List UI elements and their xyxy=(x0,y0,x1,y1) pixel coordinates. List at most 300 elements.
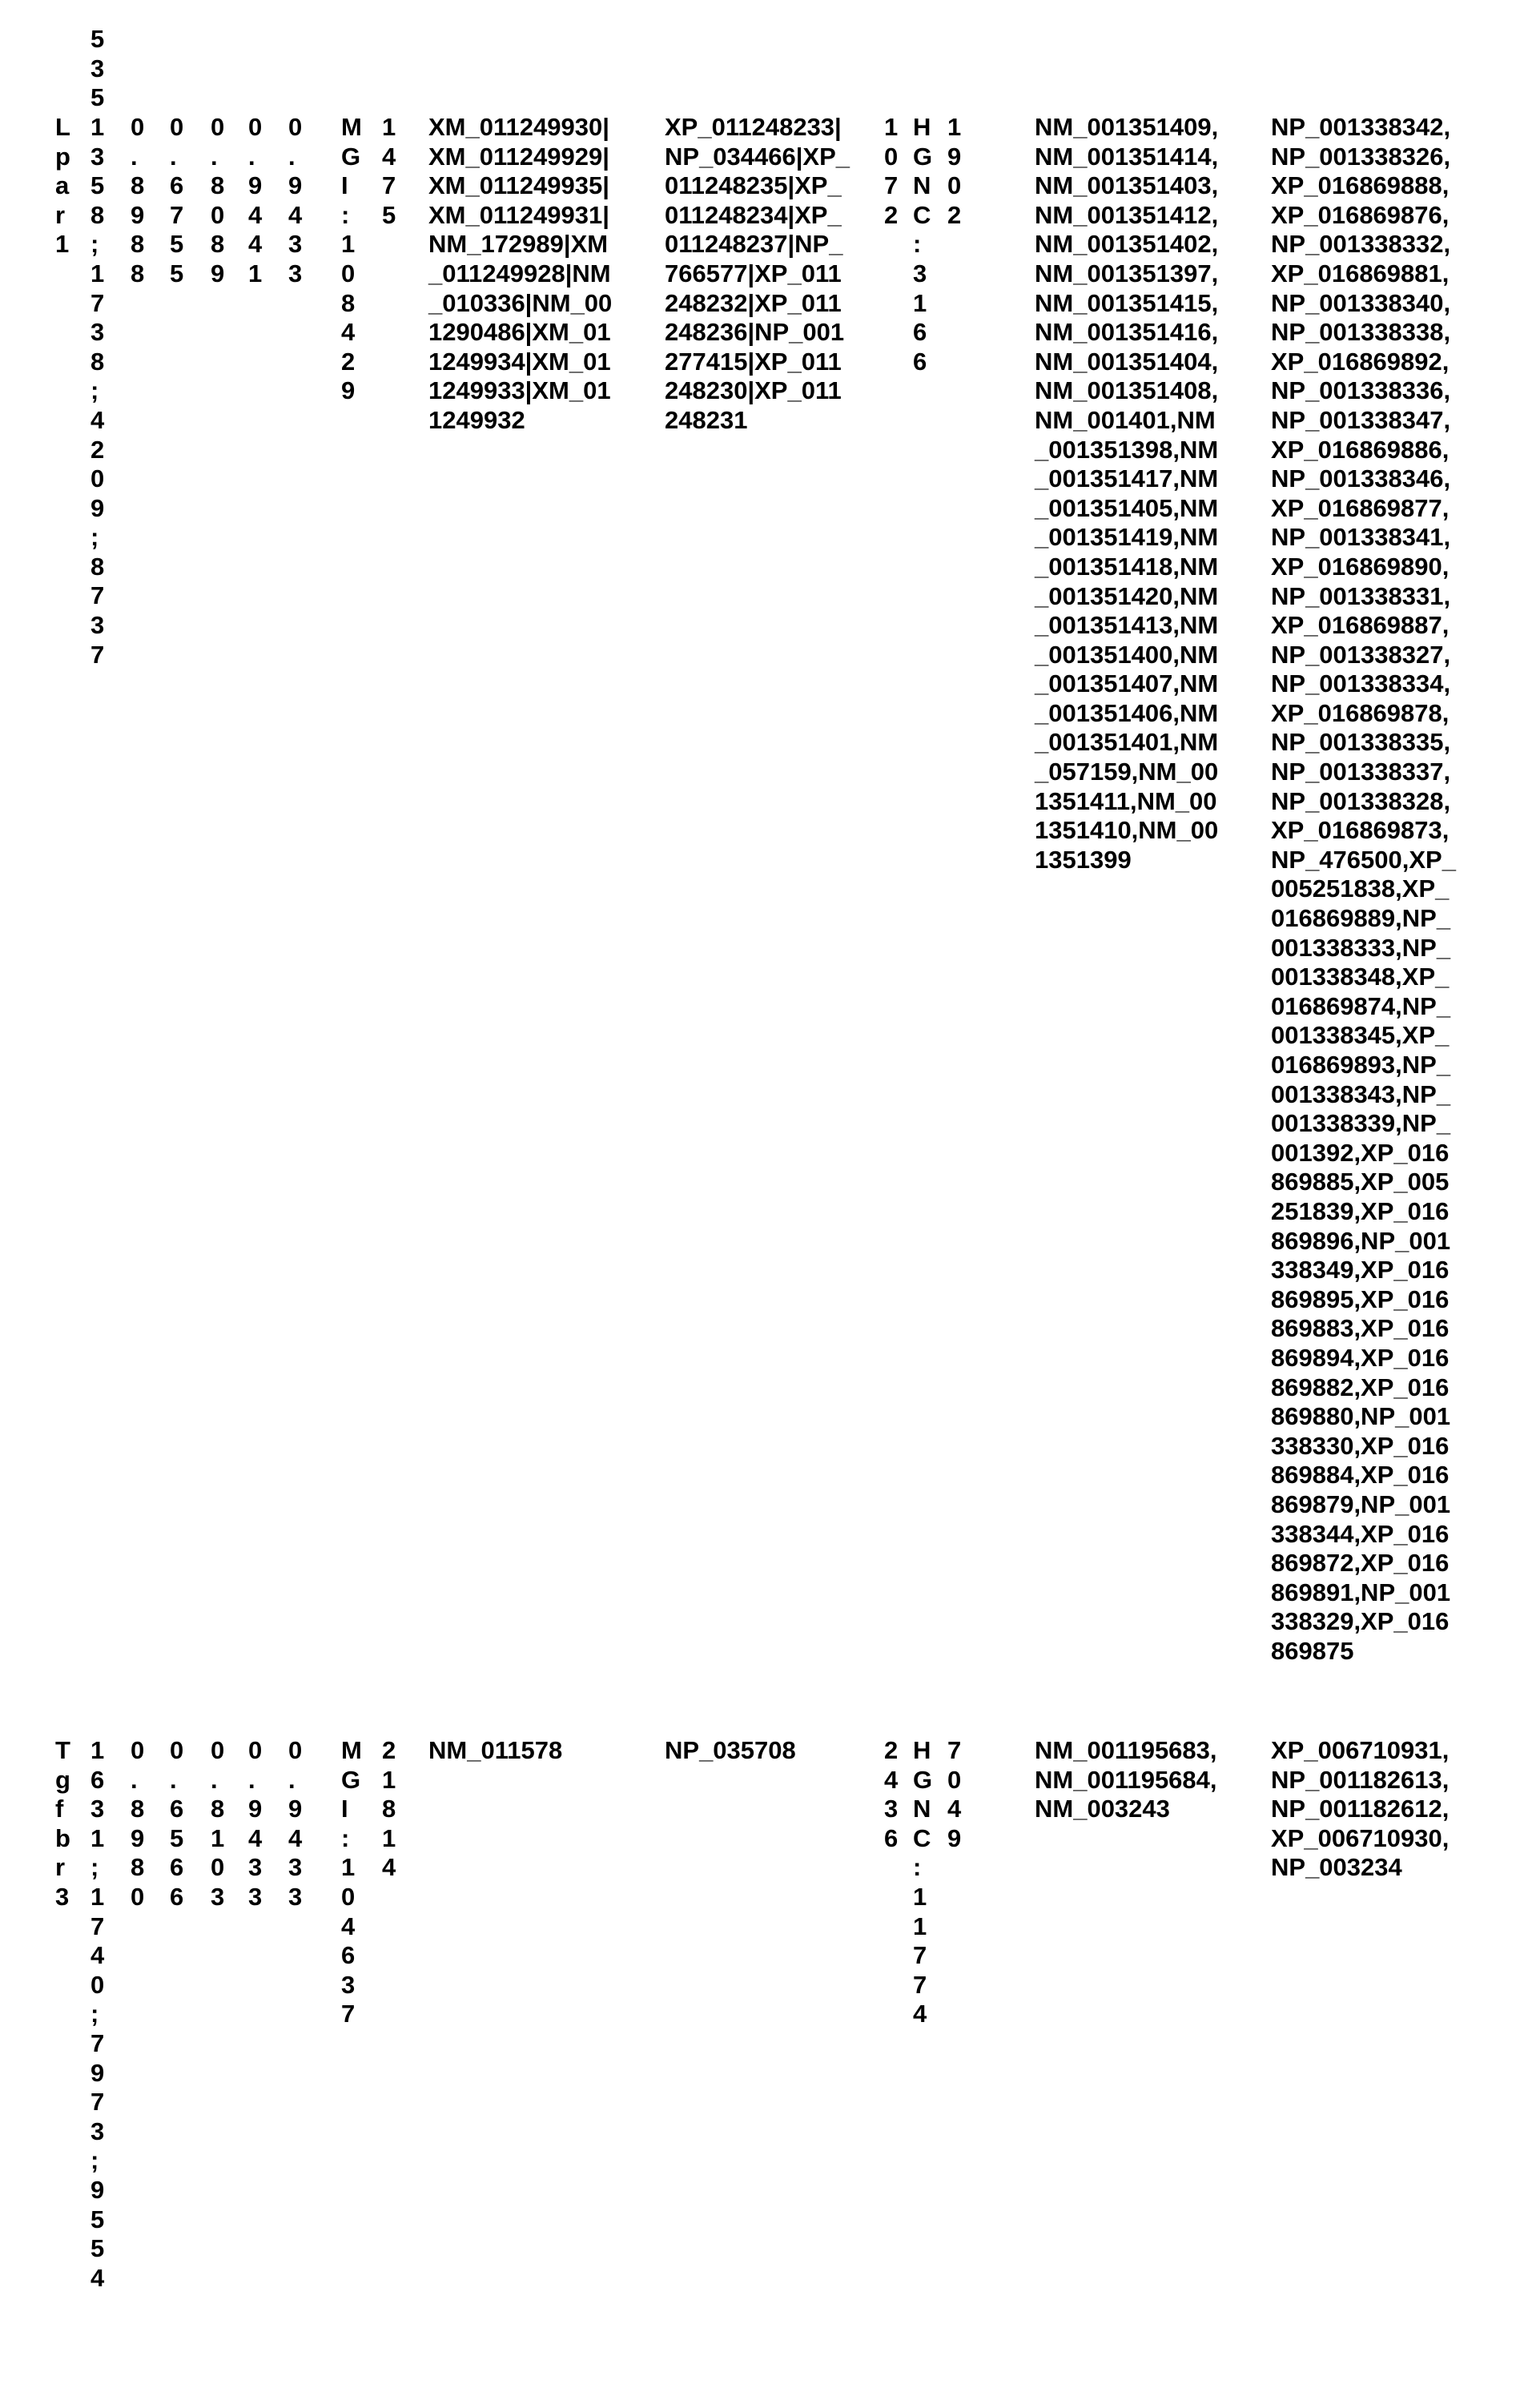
cell-text: NP_001338342, xyxy=(1271,113,1451,141)
cell-text: _001351413,NM xyxy=(1035,611,1219,640)
cell-text: 9 xyxy=(90,2175,105,2204)
cell-text: NP_034466|XP_ xyxy=(665,142,850,171)
cell-text: 4 xyxy=(90,2263,105,2292)
cell-text: NP_001338335, xyxy=(1271,728,1451,757)
cell-text: 7 xyxy=(913,1970,927,1999)
cell-text: I xyxy=(341,1795,348,1823)
mouse-gene-id-cell xyxy=(382,113,396,230)
cell-text: 4 xyxy=(90,1941,105,1970)
cell-text: 9 xyxy=(947,1823,962,1852)
cell-text: r xyxy=(55,1853,66,1882)
cell-text: 1 xyxy=(90,259,105,287)
cell-text: 869879,NP_001 xyxy=(1271,1489,1451,1518)
hgnc-id-cell xyxy=(913,113,932,376)
cell-text: 9 xyxy=(248,171,263,200)
cell-text: 1 xyxy=(913,1912,927,1940)
coordinates-cell xyxy=(90,25,104,669)
cell-text: _001351418,NM xyxy=(1035,552,1219,581)
cell-text: 0 xyxy=(947,171,962,200)
cell-text: 8 xyxy=(131,1853,145,1882)
cell-text: XP_006710931, xyxy=(1271,1736,1450,1764)
cell-text: 869884,XP_016 xyxy=(1271,1461,1450,1489)
cell-text: 869894,XP_016 xyxy=(1271,1343,1450,1372)
cell-text: NM_001195683, xyxy=(1035,1736,1217,1764)
mouse-mrna-cell xyxy=(428,1736,562,1766)
mouse-mrna-cell xyxy=(428,113,612,436)
cell-text: 4 xyxy=(248,200,263,229)
cell-text: 8 xyxy=(341,288,356,317)
cell-text: 869885,XP_005 xyxy=(1271,1168,1450,1196)
cell-text: a xyxy=(55,171,70,200)
cell-text: : xyxy=(913,1853,922,1882)
cell-text: 6 xyxy=(913,347,927,376)
cell-text: 3 xyxy=(884,1795,899,1823)
cell-text: _001351407,NM xyxy=(1035,669,1219,698)
gene-symbol-cell xyxy=(55,113,70,259)
score-2-cell xyxy=(170,113,183,289)
cell-text: 0 xyxy=(131,113,145,141)
cell-text: NM_001401,NM xyxy=(1035,405,1216,434)
cell-text: . xyxy=(131,1765,138,1794)
cell-text: 7 xyxy=(170,200,184,229)
cell-text: _001351406,NM xyxy=(1035,698,1219,727)
cell-text: XP_016869877, xyxy=(1271,493,1450,522)
cell-text: NM_001195684, xyxy=(1035,1765,1217,1794)
cell-text: b xyxy=(55,1823,70,1852)
cell-text: 011248234|XP_ xyxy=(665,200,842,229)
cell-text: NM_001351402, xyxy=(1035,230,1219,259)
cell-text: N xyxy=(913,1795,931,1823)
cell-text: p xyxy=(55,142,70,171)
cell-text: 1351411,NM_00 xyxy=(1035,786,1217,815)
cell-text: . xyxy=(288,142,296,171)
cell-text: 4 xyxy=(884,1765,899,1794)
cell-text: 248230|XP_011 xyxy=(665,376,842,405)
cell-text: 3 xyxy=(288,230,303,259)
cell-text: 4 xyxy=(288,200,303,229)
cell-text: . xyxy=(288,1765,296,1794)
cell-text: ; xyxy=(90,376,99,405)
cell-text: 0 xyxy=(248,1736,263,1764)
cell-text: _011249928|NM xyxy=(428,259,611,287)
human-mrna-cell xyxy=(1035,113,1218,874)
cell-text: XP_016869892, xyxy=(1271,347,1450,376)
cell-text: NP_001338334, xyxy=(1271,669,1451,698)
cell-text: 0 xyxy=(211,1736,225,1764)
cell-text: 869882,XP_016 xyxy=(1271,1373,1450,1401)
cell-text: XP_006710930, xyxy=(1271,1823,1450,1852)
cell-text: 5 xyxy=(90,171,105,200)
score-2-cell xyxy=(170,1736,183,1912)
cell-text: 7 xyxy=(341,2000,356,2028)
cell-text: ; xyxy=(90,2000,99,2028)
cell-text: 1 xyxy=(211,1823,225,1852)
cell-text: L xyxy=(55,113,70,141)
cell-text: 248236|NP_001 xyxy=(665,318,845,347)
cell-text: XP_011248233| xyxy=(665,113,842,141)
cell-text: 4 xyxy=(341,318,356,347)
score-4-cell xyxy=(248,113,262,289)
cell-text: 4 xyxy=(90,405,105,434)
cell-text: . xyxy=(211,142,218,171)
cell-text: NM_001351404, xyxy=(1035,347,1219,376)
cell-text: NP_476500,XP_ xyxy=(1271,845,1456,874)
cell-text: 9 xyxy=(288,171,303,200)
cell-text: H xyxy=(913,113,931,141)
cell-text: 1249933|XM_01 xyxy=(428,376,611,405)
cell-text: 8 xyxy=(90,200,105,229)
cell-text: 869872,XP_016 xyxy=(1271,1549,1450,1578)
cell-text: C xyxy=(913,1823,931,1852)
cell-text: 4 xyxy=(248,1823,263,1852)
cell-text: 0 xyxy=(170,1736,184,1764)
cell-text: 1 xyxy=(382,113,396,141)
human-mrna-cell xyxy=(1035,1736,1217,1824)
cell-text: 7 xyxy=(90,640,105,669)
cell-text: XP_016869888, xyxy=(1271,171,1450,200)
cell-text: 7 xyxy=(90,1912,105,1940)
cell-text: NM_172989|XM xyxy=(428,230,609,259)
cell-text: NP_035708 xyxy=(665,1736,796,1764)
cell-text: _001351419,NM xyxy=(1035,523,1219,552)
score-4-cell xyxy=(248,1736,262,1912)
cell-text: NP_001338326, xyxy=(1271,142,1451,171)
cell-text: 9 xyxy=(341,376,356,405)
cell-text: G xyxy=(913,142,933,171)
cell-text: 9 xyxy=(131,1823,145,1852)
cell-text: 3 xyxy=(288,259,303,287)
cell-text: 869883,XP_016 xyxy=(1271,1314,1450,1343)
cell-text: 338344,XP_016 xyxy=(1271,1519,1450,1548)
cell-text: : xyxy=(913,230,922,259)
cell-text: T xyxy=(55,1736,70,1764)
cell-text: 5 xyxy=(90,2205,105,2233)
cell-text: 6 xyxy=(341,1941,356,1970)
cell-text: 2 xyxy=(90,435,105,464)
cell-text: 001392,XP_016 xyxy=(1271,1138,1450,1167)
cell-text: 4 xyxy=(248,230,263,259)
cell-text: 6 xyxy=(913,318,927,347)
cell-text: 5 xyxy=(90,25,105,54)
cell-text: 6 xyxy=(170,1853,184,1882)
cell-text: 869891,NP_001 xyxy=(1271,1578,1451,1606)
cell-text: 6 xyxy=(884,1823,899,1852)
cell-text: XM_011249931| xyxy=(428,200,609,229)
cell-text: 1 xyxy=(55,230,70,259)
cell-text: 3 xyxy=(341,1970,356,1999)
cell-text: 7 xyxy=(90,2088,105,2117)
cell-text: 6 xyxy=(170,1795,184,1823)
cell-text: 1 xyxy=(90,1736,105,1764)
cell-text: NM_003243 xyxy=(1035,1795,1170,1823)
cell-text: 0 xyxy=(211,113,225,141)
cell-text: NM_001351415, xyxy=(1035,288,1219,317)
cell-text: 248232|XP_011 xyxy=(665,288,842,317)
cell-text: 0 xyxy=(341,1882,356,1911)
homolog-id-cell xyxy=(947,113,961,230)
cell-text: 0 xyxy=(947,1765,962,1794)
cell-text: 4 xyxy=(341,1912,356,1940)
cell-text: 9 xyxy=(90,2058,105,2087)
cell-text: XP_016869886, xyxy=(1271,435,1450,464)
cell-text: _001351398,NM xyxy=(1035,435,1219,464)
cell-text: NM_001351408, xyxy=(1035,376,1219,405)
score-3-cell xyxy=(211,113,224,289)
cell-text: . xyxy=(170,1765,177,1794)
cell-text: 8 xyxy=(131,171,145,200)
cell-text: 5 xyxy=(90,83,105,112)
cell-text: 3 xyxy=(90,54,105,82)
cell-text: 6 xyxy=(170,1882,184,1911)
cell-text: 005251838,XP_ xyxy=(1271,874,1450,903)
cell-text: 869895,XP_016 xyxy=(1271,1284,1450,1313)
cell-text: 9 xyxy=(947,142,962,171)
cell-text: 1 xyxy=(913,1882,927,1911)
cell-text: 016869893,NP_ xyxy=(1271,1051,1451,1079)
cell-text: XP_016869873, xyxy=(1271,816,1450,845)
cell-text: NP_001338328, xyxy=(1271,786,1451,815)
cell-text: NM_001351412, xyxy=(1035,200,1219,229)
cell-text: . xyxy=(131,142,138,171)
cell-text: XM_011249929| xyxy=(428,142,609,171)
cell-text: 7 xyxy=(913,1941,927,1970)
cell-text: 2 xyxy=(947,200,962,229)
cell-text: 3 xyxy=(913,259,927,287)
cell-text: N xyxy=(913,171,931,200)
cell-text: ; xyxy=(90,2146,99,2175)
cell-text: 338329,XP_016 xyxy=(1271,1607,1450,1636)
mgi-id-cell xyxy=(341,1736,362,2029)
cell-text: 5 xyxy=(170,259,184,287)
cell-text: 0 xyxy=(288,113,303,141)
cell-text: 2 xyxy=(884,200,899,229)
gene-symbol-cell xyxy=(55,1736,70,1912)
cell-text: 1 xyxy=(90,1882,105,1911)
cell-text: 1 xyxy=(947,113,962,141)
cell-text: 1 xyxy=(913,288,927,317)
cell-text: 8 xyxy=(131,1795,145,1823)
cell-text: NM_001351403, xyxy=(1035,171,1219,200)
cell-text: 0 xyxy=(341,259,356,287)
cell-text: NP_001338346, xyxy=(1271,464,1451,493)
mouse-protein-cell xyxy=(665,113,850,436)
cell-text: 5 xyxy=(170,1823,184,1852)
cell-text: 8 xyxy=(131,230,145,259)
cell-text: g xyxy=(55,1765,70,1794)
cell-text: _001351400,NM xyxy=(1035,640,1219,669)
cell-text: 251839,XP_016 xyxy=(1271,1196,1450,1225)
score-1-cell xyxy=(131,1736,144,1912)
cell-text: 7 xyxy=(884,171,899,200)
human-gene-id-cell xyxy=(884,113,898,230)
cell-text: 3 xyxy=(90,142,105,171)
cell-text: NP_001338337, xyxy=(1271,758,1451,786)
cell-text: 2 xyxy=(382,1736,396,1764)
cell-text: 8 xyxy=(90,347,105,376)
cell-text: 338330,XP_016 xyxy=(1271,1431,1450,1460)
cell-text: 5 xyxy=(90,2234,105,2263)
cell-text: XP_016869890, xyxy=(1271,552,1450,581)
cell-text: . xyxy=(170,142,177,171)
cell-text: XP_016869881, xyxy=(1271,259,1450,287)
cell-text: 4 xyxy=(947,1795,962,1823)
cell-text: _010336|NM_00 xyxy=(428,288,613,317)
cell-text: . xyxy=(248,1765,255,1794)
cell-text: M xyxy=(341,1736,362,1764)
cell-text: 8 xyxy=(131,259,145,287)
cell-text: M xyxy=(341,113,362,141)
cell-text: 9 xyxy=(90,493,105,522)
cell-text: 4 xyxy=(913,2000,927,2028)
cell-text: NM_001351409, xyxy=(1035,113,1219,141)
cell-text: 3 xyxy=(288,1853,303,1882)
cell-text: NM_001351414, xyxy=(1035,142,1219,171)
cell-text: 277415|XP_011 xyxy=(665,347,842,376)
cell-text: f xyxy=(55,1795,64,1823)
cell-text: r xyxy=(55,200,66,229)
cell-text: 011248237|NP_ xyxy=(665,230,843,259)
cell-text: 1 xyxy=(248,259,263,287)
cell-text: 016869889,NP_ xyxy=(1271,904,1451,933)
cell-text: 9 xyxy=(248,1795,263,1823)
cell-text: 3 xyxy=(55,1882,70,1911)
cell-text: _057159,NM_00 xyxy=(1035,758,1219,786)
cell-text: 1 xyxy=(382,1823,396,1852)
cell-text: _001351401,NM xyxy=(1035,728,1219,757)
cell-text: 3 xyxy=(248,1853,263,1882)
cell-text: NP_001182613, xyxy=(1271,1765,1450,1794)
cell-text: NP_001338338, xyxy=(1271,318,1451,347)
cell-text: 3 xyxy=(248,1882,263,1911)
cell-text: 4 xyxy=(382,142,396,171)
cell-text: 5 xyxy=(170,230,184,259)
cell-text: 1 xyxy=(341,230,356,259)
cell-text: 1351399 xyxy=(1035,845,1132,874)
cell-text: 869896,NP_001 xyxy=(1271,1226,1451,1255)
cell-text: 7 xyxy=(90,288,105,317)
cell-text: 001338339,NP_ xyxy=(1271,1109,1451,1138)
cell-text: 8 xyxy=(211,171,225,200)
cell-text: NP_001338347, xyxy=(1271,405,1451,434)
cell-text: NP_001338331, xyxy=(1271,581,1451,610)
human-protein-cell xyxy=(1271,1736,1449,1883)
hgnc-id-cell xyxy=(913,1736,932,2029)
cell-text: . xyxy=(211,1765,218,1794)
cell-text: NM_011578 xyxy=(428,1736,563,1764)
cell-text: 7 xyxy=(382,171,396,200)
cell-text: 3 xyxy=(288,1882,303,1911)
cell-text: XP_016869878, xyxy=(1271,698,1450,727)
cell-text: 0 xyxy=(90,1970,105,1999)
cell-text: _001351405,NM xyxy=(1035,493,1219,522)
cell-text: C xyxy=(913,200,931,229)
cell-text: 001338345,XP_ xyxy=(1271,1021,1450,1050)
cell-text: 9 xyxy=(288,1795,303,1823)
cell-text: G xyxy=(913,1765,933,1794)
cell-text: 7 xyxy=(90,581,105,610)
cell-text: 0 xyxy=(288,1736,303,1764)
cell-text: 8 xyxy=(211,1795,225,1823)
cell-text: 8 xyxy=(90,552,105,581)
cell-text: 0 xyxy=(248,113,263,141)
cell-text: 001338348,XP_ xyxy=(1271,963,1450,991)
cell-text: 6 xyxy=(170,171,184,200)
cell-text: 001338343,NP_ xyxy=(1271,1079,1451,1108)
cell-text: 4 xyxy=(288,1823,303,1852)
cell-text: 1 xyxy=(90,112,105,141)
cell-text: . xyxy=(248,142,255,171)
cell-text: 1290486|XM_01 xyxy=(428,318,611,347)
cell-text: 7 xyxy=(90,2028,105,2057)
score-5-cell xyxy=(288,1736,302,1912)
cell-text: 9 xyxy=(211,259,225,287)
cell-text: 1 xyxy=(884,113,899,141)
cell-text: : xyxy=(341,1823,350,1852)
human-gene-id-cell xyxy=(884,1736,898,1853)
cell-text: G xyxy=(341,1765,361,1794)
cell-text: 3 xyxy=(90,1795,105,1823)
cell-text: _001351417,NM xyxy=(1035,464,1219,493)
coordinates-cell xyxy=(90,1736,104,2293)
cell-text: 0 xyxy=(131,1882,145,1911)
cell-text: 001338333,NP_ xyxy=(1271,933,1451,962)
cell-text: 0 xyxy=(211,200,225,229)
cell-text: 869880,NP_001 xyxy=(1271,1402,1451,1431)
cell-text: ; xyxy=(90,230,99,259)
cell-text: 1351410,NM_00 xyxy=(1035,816,1219,845)
cell-text: NM_001351416, xyxy=(1035,318,1219,347)
score-3-cell xyxy=(211,1736,224,1912)
cell-text: XM_011249935| xyxy=(428,171,609,200)
cell-text: XM_011249930| xyxy=(428,113,609,141)
cell-text: 2 xyxy=(341,347,356,376)
mgi-id-cell xyxy=(341,113,362,406)
cell-text: 1 xyxy=(382,1765,396,1794)
cell-text: NP_001338332, xyxy=(1271,230,1451,259)
cell-text: 3 xyxy=(211,1882,225,1911)
cell-text: 1249932 xyxy=(428,405,525,434)
cell-text: 1 xyxy=(341,1853,356,1882)
cell-text: 8 xyxy=(382,1795,396,1823)
cell-text: 3 xyxy=(90,2117,105,2145)
cell-text: 0 xyxy=(90,464,105,493)
cell-text: NM_001351397, xyxy=(1035,259,1219,287)
human-protein-cell xyxy=(1271,113,1456,1666)
cell-text: NP_003234 xyxy=(1271,1853,1402,1882)
cell-text: 3 xyxy=(90,318,105,347)
cell-text: 0 xyxy=(884,142,899,171)
cell-text: I xyxy=(341,171,348,200)
cell-text: 338349,XP_016 xyxy=(1271,1256,1450,1284)
cell-text: 6 xyxy=(90,1765,105,1794)
cell-text: 248231 xyxy=(665,405,748,434)
cell-text: : xyxy=(341,200,350,229)
cell-text: 0 xyxy=(170,113,184,141)
cell-text: NP_001338336, xyxy=(1271,376,1451,405)
cell-text: 8 xyxy=(211,230,225,259)
cell-text: _001351420,NM xyxy=(1035,581,1219,610)
cell-text: 0 xyxy=(211,1853,225,1882)
cell-text: 011248235|XP_ xyxy=(665,171,842,200)
cell-text: 9 xyxy=(131,200,145,229)
cell-text: NP_001338340, xyxy=(1271,288,1451,317)
score-5-cell xyxy=(288,113,302,289)
cell-text: 5 xyxy=(382,200,396,229)
cell-text: 016869874,NP_ xyxy=(1271,991,1451,1020)
cell-text: NP_001338341, xyxy=(1271,523,1451,552)
mouse-protein-cell xyxy=(665,1736,796,1766)
cell-text: 7 xyxy=(947,1736,962,1764)
